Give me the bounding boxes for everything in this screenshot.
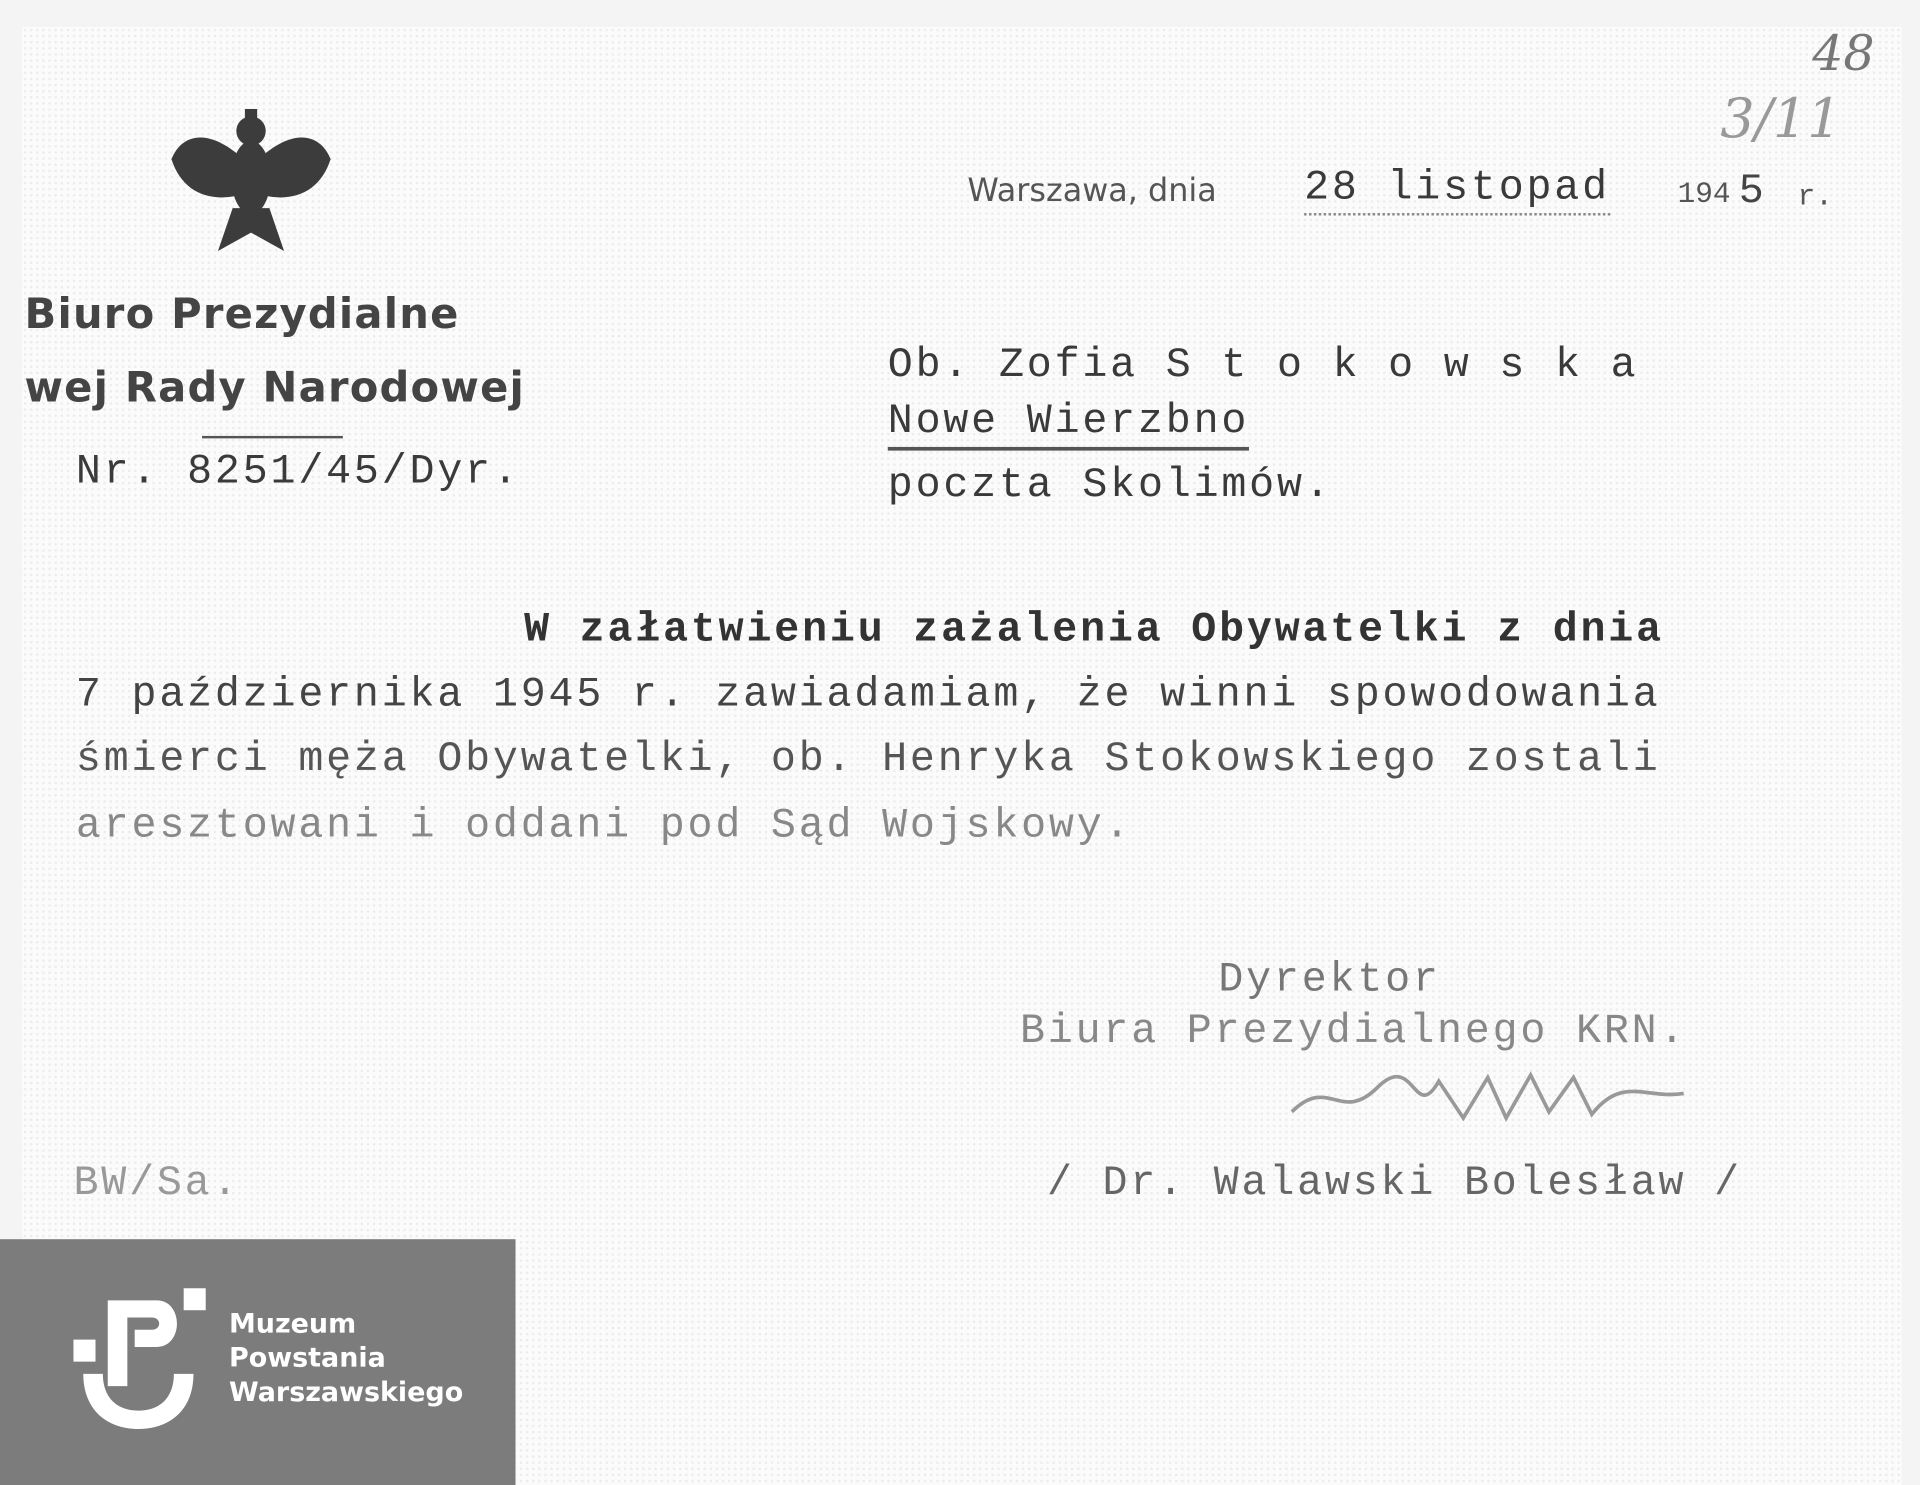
date-day-month: 28 listopad	[1304, 165, 1610, 215]
signatory-title1: Dyrektor	[1218, 957, 1441, 1005]
handwritten-page-number: 48	[1812, 25, 1875, 83]
letterhead-line1: Biuro Prezydialne	[24, 290, 460, 340]
recipient-address1: Nowe Wierzbno	[888, 399, 1249, 451]
handwritten-note: 3/11	[1720, 88, 1842, 151]
body-line: śmierci męża Obywatelki, ob. Henryka Stokowskiego zostali	[75, 737, 1661, 784]
body-line: aresztowani i oddani pod Sąd Wojskowy.	[75, 803, 1133, 850]
letterhead-line2: wej Rady Narodowej	[24, 363, 526, 413]
museum-name	[229, 1308, 463, 1411]
typist-initials: BW/Sa.	[73, 1160, 241, 1208]
museum-name-line3: Warszawskiego	[228, 1377, 464, 1409]
recipient-name: Ob. Zofia S t o k o w s k a	[887, 342, 1639, 390]
body-line: W załatwieniu zażalenia Obywatelki z dnia	[524, 607, 1664, 654]
polish-eagle-emblem	[169, 104, 333, 261]
body-line: 7 października 1945 r. zawiadamiam, że winni spowodowania	[75, 672, 1661, 719]
date-year-digit: 5	[1738, 168, 1764, 216]
kotwica-logo-icon	[71, 1288, 208, 1432]
date-year-prefix: 194	[1677, 178, 1731, 212]
signatory-name: / Dr. Walawski Bolesław /	[1046, 1160, 1742, 1208]
date-prefix: Warszawa, dnia	[967, 172, 1217, 210]
recipient-address2: poczta Skolimów.	[887, 462, 1333, 510]
date-suffix: r.	[1797, 181, 1833, 215]
divider	[202, 436, 343, 438]
signatory-title2: Biura Prezydialnego KRN.	[1020, 1008, 1688, 1056]
museum-name-line2: Powstania	[228, 1343, 386, 1374]
museum-name-line1: Muzeum	[228, 1308, 357, 1340]
museum-watermark	[0, 1239, 516, 1485]
handwritten-signature	[1280, 1063, 1709, 1149]
reference-number: Nr. 8251/45/Dyr.	[75, 449, 521, 496]
